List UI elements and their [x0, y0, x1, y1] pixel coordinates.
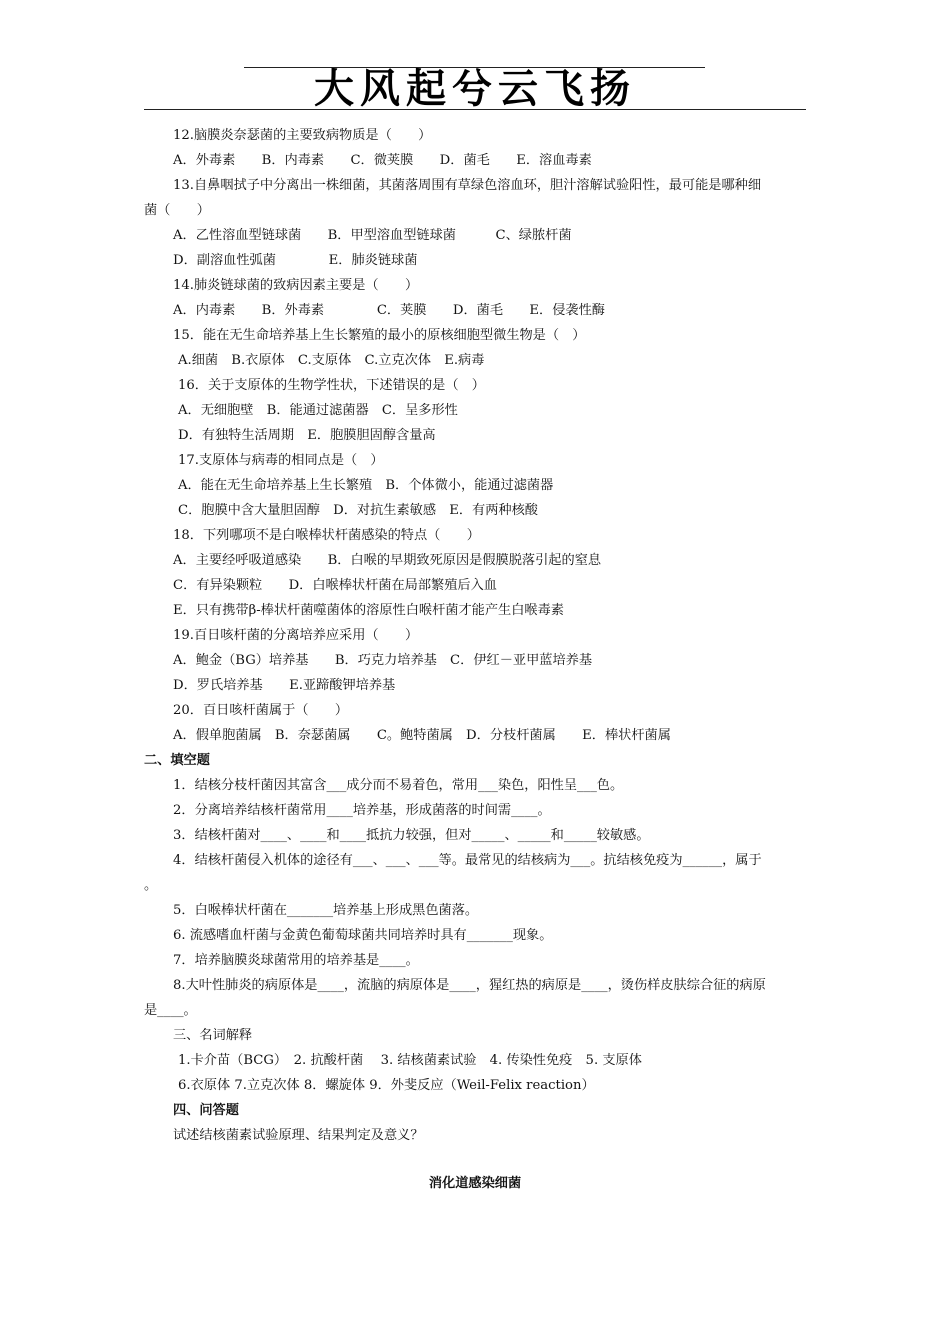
- question-18-options-1: A．主要经呼吸道感染 B．白喉的早期致死原因是假膜脱落引起的窒息: [173, 553, 602, 568]
- header-banner: 大风起兮云飞扬: [314, 65, 636, 112]
- question-20-stem: 20．百日咳杆菌属于（ ）: [173, 703, 349, 718]
- fill-in-8-cont: 是____。: [144, 1003, 197, 1018]
- header-bottom-rule: [144, 109, 806, 110]
- question-17-stem: 17.支原体与病毒的相同点是（ ）: [178, 453, 384, 468]
- next-section-title: 消化道感染细菌: [428, 1176, 522, 1191]
- fill-in-1: 1．结核分枝杆菌因其富含___成分而不易着色，常用___染色，阳性呈___色。: [173, 778, 624, 793]
- fill-in-6: 6. 流感嗜血杆菌与金黄色葡萄球菌共同培养时具有_______现象。: [173, 928, 553, 943]
- question-19-options-1: A．鲍金（BG）培养基 B．巧克力培养基 C．伊红－亚甲蓝培养基: [173, 653, 593, 668]
- question-19-stem: 19.百日咳杆菌的分离培养应采用（ ）: [173, 628, 419, 643]
- question-13-stem-cont: 菌（ ）: [144, 203, 210, 218]
- question-18-options-3: E．只有携带β-棒状杆菌噬菌体的溶原性白喉杆菌才能产生白喉毒素: [173, 603, 564, 618]
- section-heading-qa: 四、问答题: [173, 1103, 239, 1118]
- fill-in-4-cont: 。: [144, 878, 158, 893]
- question-13-options-2: D．副溶血性弧菌 E．肺炎链球菌: [173, 253, 418, 268]
- fill-in-7: 7．培养脑膜炎球菌常用的培养基是____。: [173, 953, 419, 968]
- question-18-stem: 18．下列哪项不是白喉棒状杆菌感染的特点（ ）: [173, 528, 480, 543]
- section-heading-fill-in: 二、填空题: [144, 753, 210, 768]
- section-heading-terms: 三、名词解释: [173, 1028, 253, 1043]
- terms-2: 6.衣原体 7.立克次体 8．螺旋体 9．外斐反应（Weil-Felix reaction）: [178, 1078, 595, 1093]
- fill-in-3: 3．结核杆菌对____、____和____抵抗力较强，但对_____、_____和_____较敏感。: [173, 828, 650, 843]
- question-18-options-2: C．有异染颗粒 D．白喉棒状杆菌在局部繁殖后入血: [173, 578, 497, 593]
- question-13-options-1: A．乙性溶血型链球菌 B．甲型溶血型链球菌 C、绿脓杆菌: [173, 228, 572, 243]
- question-16-stem: 16．关于支原体的生物学性状，下述错误的是（ ）: [178, 378, 485, 393]
- question-20-options: A．假单胞菌属 B．奈瑟菌属 C。鲍特菌属 D．分枝杆菌属 E．棒状杆菌属: [173, 728, 671, 743]
- fill-in-8: 8.大叶性肺炎的病原体是____，流脑的病原体是____，猩红热的病原是____，烫伤样皮肤综合征的病原: [173, 978, 766, 993]
- question-12-options: A．外毒素 B．内毒素 C．微荚膜 D．菌毛 E．溶血毒素: [173, 153, 592, 168]
- question-19-options-2: D．罗氏培养基 E.亚蹄酸钾培养基: [173, 678, 396, 693]
- question-16-options-1: A．无细胞壁 B．能通过滤菌器 C．呈多形性: [178, 403, 458, 418]
- terms-1: 1.卡介苗（BCG） 2. 抗酸杆菌 3. 结核菌素试验 4. 传染性免疫 5. 支原体: [178, 1053, 642, 1068]
- question-15-options: A.细菌 B.衣原体 C.支原体 C.立克次体 E.病毒: [178, 353, 485, 368]
- question-14-options: A．内毒素 B．外毒素 C．荚膜 D．菌毛 E．侵袭性酶: [173, 303, 605, 318]
- qa-1: 试述结核菌素试验原理、结果判定及意义？: [173, 1128, 424, 1143]
- question-16-options-2: D．有独特生活周期 E．胞膜胆固醇含量高: [178, 428, 436, 443]
- question-17-options-1: A．能在无生命培养基上生长繁殖 B．个体微小，能通过滤菌器: [178, 478, 554, 493]
- fill-in-4: 4．结核杆菌侵入机体的途径有___、___、___等。最常见的结核病为___。抗结核免疫为______，属于: [173, 853, 762, 868]
- question-15-stem: 15．能在无生命培养基上生长繁殖的最小的原核细胞型微生物是（ ）: [173, 328, 586, 343]
- question-17-options-2: C．胞膜中含大量胆固醇 D．对抗生素敏感 E．有两种核酸: [178, 503, 538, 518]
- question-12-stem: 12.脑膜炎奈瑟菌的主要致病物质是（ ）: [173, 128, 432, 143]
- fill-in-5: 5．白喉棒状杆菌在_______培养基上形成黑色菌落。: [173, 903, 479, 918]
- fill-in-2: 2．分离培养结核杆菌常用____培养基，形成菌落的时间需____。: [173, 803, 551, 818]
- question-13-stem: 13.自鼻咽拭子中分离出一株细菌，其菌落周围有草绿色溶血环，胆汁溶解试验阳性，最可能是哪种细: [173, 178, 762, 193]
- question-14-stem: 14.肺炎链球菌的致病因素主要是（ ）: [173, 278, 419, 293]
